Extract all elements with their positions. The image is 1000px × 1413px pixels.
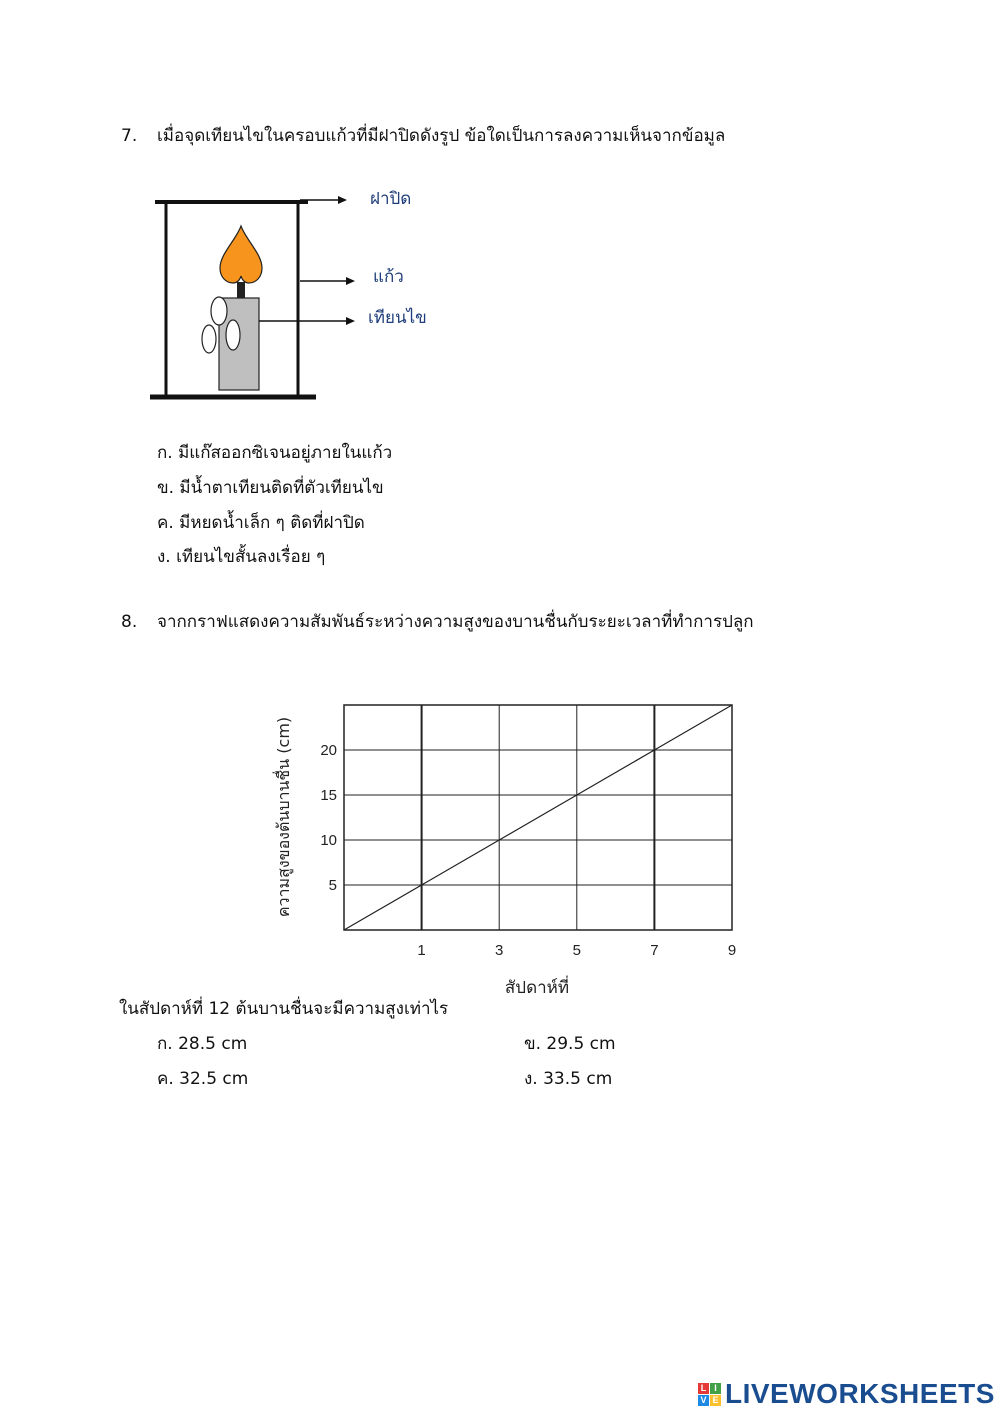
brand-logo-icon bbox=[698, 1383, 721, 1406]
liveworksheets-brand bbox=[698, 1378, 995, 1410]
q8-number: 8. bbox=[121, 612, 138, 632]
y-tick-label: 15 bbox=[320, 787, 337, 804]
x-axis-label: สัปดาห์ที่ bbox=[504, 978, 570, 998]
x-tick-label: 3 bbox=[495, 942, 504, 959]
q8-sub-question: ในสัปดาห์ที่ 12 ต้นบานชื่นจะมีความสูงเท่าไร bbox=[119, 999, 449, 1019]
x-tick-label: 1 bbox=[417, 942, 426, 959]
series-line bbox=[344, 705, 732, 930]
glass-label: แก้ว bbox=[373, 267, 404, 287]
q7-number: 7. bbox=[121, 126, 138, 146]
logo-letter: I bbox=[710, 1383, 721, 1394]
candle-label: เทียนไข bbox=[368, 308, 427, 328]
x-tick-label: 7 bbox=[650, 942, 659, 959]
q7-question: เมื่อจุดเทียนไขในครอบแก้วที่มีฝาปิดดังรูป ข้อใดเป็นการลงความเห็นจากข้อมูล bbox=[157, 126, 726, 146]
q8-option-c: ค. 32.5 cm bbox=[157, 1069, 249, 1089]
y-axis-label: ความสูงของต้นบานชื่น (cm) bbox=[274, 716, 293, 918]
q8-option-b: ข. 29.5 cm bbox=[524, 1034, 616, 1054]
logo-letter: L bbox=[698, 1383, 709, 1394]
y-tick-label: 20 bbox=[320, 742, 337, 759]
logo-letter: E bbox=[710, 1395, 721, 1406]
q7-option-b: ข. มีน้ำตาเทียนติดที่ตัวเทียนไข bbox=[157, 478, 384, 498]
y-tick-label: 5 bbox=[328, 877, 337, 894]
y-tick-label: 10 bbox=[320, 832, 337, 849]
logo-letter: V bbox=[698, 1395, 709, 1406]
x-tick-label: 5 bbox=[572, 942, 581, 959]
lid-label: ฝาปิด bbox=[370, 189, 412, 209]
q8-option-a: ก. 28.5 cm bbox=[157, 1034, 248, 1054]
q7-option-d: ง. เทียนไขสั้นลงเรื่อย ๆ bbox=[157, 547, 326, 567]
q7-option-a: ก. มีแก๊สออกซิเจนอยู่ภายในแก้ว bbox=[157, 443, 393, 463]
brand-name: LIVEWORKSHEETS bbox=[725, 1378, 995, 1409]
q8-question: จากกราฟแสดงความสัมพันธ์ระหว่างความสูงของบานชื่นกับระยะเวลาที่ทำการปลูก bbox=[157, 612, 754, 632]
x-tick-label: 9 bbox=[727, 942, 737, 959]
q8-option-d: ง. 33.5 cm bbox=[524, 1069, 613, 1089]
q7-option-c: ค. มีหยดน้ำเล็ก ๆ ติดที่ฝาปิด bbox=[157, 513, 365, 533]
